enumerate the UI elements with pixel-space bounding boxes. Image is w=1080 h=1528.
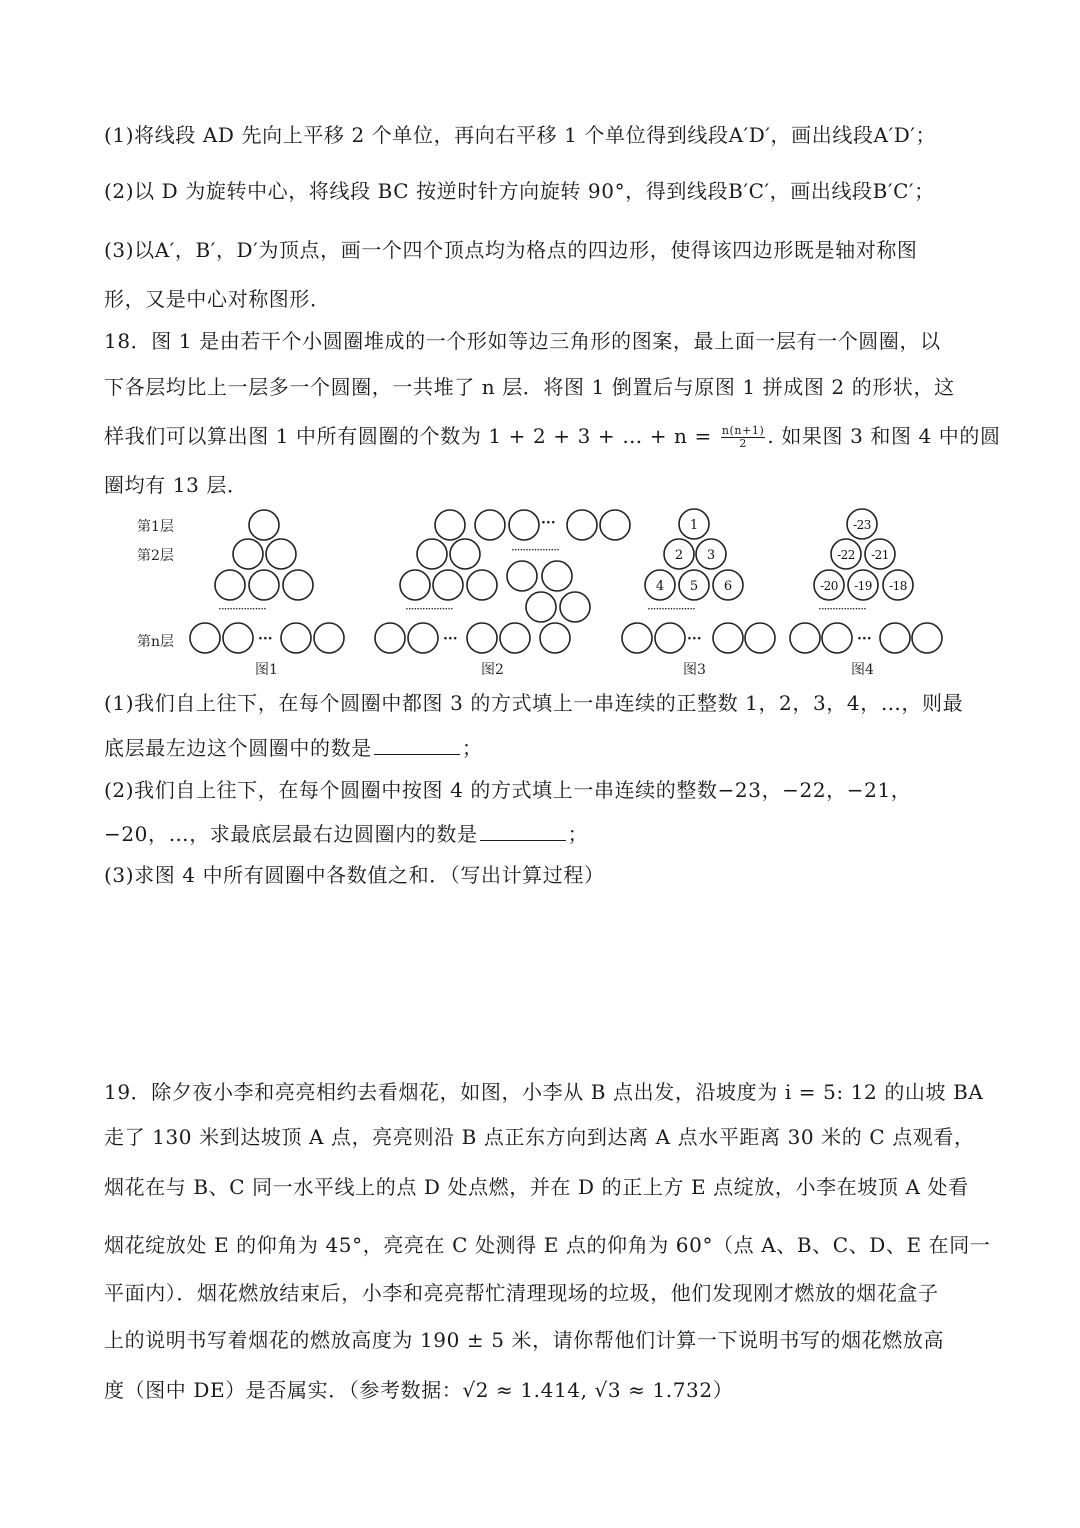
sum-formula-fraction bbox=[721, 425, 766, 450]
fig3-ellipsis: ··· bbox=[687, 631, 702, 647]
fig4-circle bbox=[912, 623, 942, 653]
fig2-circle bbox=[375, 623, 405, 653]
fraction-denominator: 2 bbox=[739, 437, 747, 450]
fig3-number-5: 5 bbox=[689, 579, 699, 594]
fig3-number-2: 2 bbox=[674, 548, 684, 563]
fig2-dots-left: ················· bbox=[405, 602, 453, 616]
q17-part1: (1)将线段 AD 先向上平移 2 个单位，再向右平移 1 个单位得到线段A′D′，画出线段A′D′； bbox=[104, 123, 937, 147]
fig2-circle bbox=[509, 510, 539, 540]
q18-sub1-end: ； bbox=[461, 736, 483, 760]
q18-sub3: (3)求图 4 中所有圆圈中各数值之和．（写出计算过程） bbox=[104, 863, 605, 887]
fig1-dots: ················· bbox=[218, 602, 266, 616]
fig2-circle bbox=[475, 510, 505, 540]
layer2-label: 第2层 bbox=[137, 548, 174, 564]
fig2-circle bbox=[450, 539, 480, 569]
fig1-circle bbox=[190, 623, 220, 653]
q18-line3-post: . 如果图 3 和图 4 中的圆 bbox=[767, 424, 1001, 448]
fig2-circle bbox=[567, 510, 597, 540]
fig2-circle bbox=[408, 623, 438, 653]
fig1-circle bbox=[233, 539, 263, 569]
answer-blank-2[interactable] bbox=[480, 820, 566, 841]
fig2-circle bbox=[526, 592, 556, 622]
fig1-circle bbox=[223, 623, 253, 653]
fig2-circle bbox=[417, 539, 447, 569]
fig3-number-4: 4 bbox=[655, 579, 665, 594]
fig1-circle bbox=[249, 510, 279, 540]
fig4-number-1: -23 bbox=[853, 518, 871, 532]
q19-line1: 19．除夕夜小李和亮亮相约去看烟花，如图，小李从 B 点出发，沿坡度为 i = 5: 12 的山坡 BA bbox=[104, 1080, 984, 1104]
fig2-ellipsis-top: ··· bbox=[541, 515, 556, 531]
layer-n-label: 第n层 bbox=[137, 634, 175, 650]
fig2-circle bbox=[507, 561, 537, 591]
fig4-circle bbox=[822, 623, 852, 653]
fig3-number-3: 3 bbox=[706, 548, 716, 563]
q18-line2: 下各层均比上一层多一个圆圈，一共堆了 n 层．将图 1 倒置后与原图 1 拼成图 2 的形状，这 bbox=[104, 375, 955, 399]
fig4-number-2: -22 bbox=[837, 548, 855, 562]
fraction-numerator: n(n+1) bbox=[721, 424, 765, 437]
fig2-circle bbox=[542, 561, 572, 591]
q19-line4: 烟花绽放处 E 的仰角为 45°，亮亮在 C 处测得 E 点的仰角为 60°（点 A、B、C、D、E 在同一 bbox=[104, 1233, 991, 1257]
q18-sub1-line2 bbox=[104, 733, 482, 763]
fig3-circle bbox=[655, 623, 685, 653]
fig1-circle bbox=[266, 539, 296, 569]
q18-sub2-line2 bbox=[104, 819, 588, 849]
q19-line2: 走了 130 米到达坡顶 A 点，亮亮则沿 B 点正东方向到达离 A 点水平距离 30 米的 C 点观看， bbox=[104, 1125, 975, 1149]
fig3-caption: 图3 bbox=[683, 662, 706, 678]
fig4-number-3: -21 bbox=[871, 548, 889, 562]
fig2-ellipsis-bottom: ··· bbox=[443, 631, 458, 647]
fig4-circle bbox=[790, 623, 820, 653]
fig1-circle bbox=[215, 570, 245, 600]
q19-line5: 平面内）．烟花燃放结束后，小李和亮亮帮忙清理现场的垃圾，他们发现刚才燃放的烟花盒子 bbox=[104, 1281, 939, 1305]
fig4-number-6: -18 bbox=[889, 579, 907, 593]
fig1-circle bbox=[249, 570, 279, 600]
fig1-ellipsis: ··· bbox=[258, 631, 273, 647]
circle-pattern-figures bbox=[0, 505, 1080, 683]
q18-sub2-text: −20，…，求最底层最右边圆圈内的数是 bbox=[104, 822, 478, 846]
fig1-circle bbox=[281, 623, 311, 653]
fig4-circle bbox=[880, 623, 910, 653]
fig2-circle bbox=[400, 570, 430, 600]
q18-sub1-text: 底层最左边这个圆圈中的数是 bbox=[104, 736, 372, 760]
fig2-circle bbox=[435, 510, 465, 540]
q17-part2: (2)以 D 为旋转中心，将线段 BC 按逆时针方向旋转 90°，得到线段B′C′，画出线段B′C′； bbox=[104, 179, 935, 203]
fig4-ellipsis: ··· bbox=[857, 631, 872, 647]
fig2-circle bbox=[467, 623, 497, 653]
layer1-label: 第1层 bbox=[137, 519, 174, 535]
fig4-dots: ················· bbox=[818, 602, 866, 616]
fig4-number-5: -19 bbox=[854, 579, 872, 593]
q19-line3: 烟花在与 B、C 同一水平线上的点 D 处点燃，并在 D 的正上方 E 点绽放，小李在坡顶 A 处看 bbox=[104, 1175, 969, 1199]
fig2-caption: 图2 bbox=[481, 662, 504, 678]
q17-part3-line2: 形，又是中心对称图形． bbox=[104, 287, 331, 311]
q18-sub2-end: ； bbox=[567, 822, 589, 846]
fig2-circle bbox=[540, 623, 570, 653]
fig2-circle bbox=[467, 570, 497, 600]
answer-blank-1[interactable] bbox=[374, 734, 460, 755]
q17-part3-line1: (3)以A′，B′，D′为顶点，画一个四个顶点均为格点的四边形，使得该四边形既是轴对称图 bbox=[104, 238, 918, 262]
fig2-circle bbox=[560, 592, 590, 622]
fig2-circle bbox=[500, 623, 530, 653]
fig3-circle bbox=[745, 623, 775, 653]
q18-sub1-line1: (1)我们自上往下，在每个圆圈中都图 3 的方式填上一串连续的正整数 1，2，3，4，…，则最 bbox=[104, 691, 964, 715]
q18-line1: 18．图 1 是由若干个小圆圈堆成的一个形如等边三角形的图案，最上面一层有一个圆圈，以 bbox=[104, 329, 941, 353]
fig1-caption: 图1 bbox=[255, 662, 278, 678]
fig3-circle bbox=[713, 623, 743, 653]
fig2-dots-right: ················· bbox=[511, 543, 559, 557]
q18-line3-pre: 样我们可以算出图 1 中所有圆圈的个数为 1 + 2 + 3 + … + n = bbox=[104, 424, 719, 448]
fig4-number-4: -20 bbox=[820, 579, 838, 593]
q19-line6: 上的说明书写着烟花的燃放高度为 190 ± 5 米，请你帮他们计算一下说明书写的烟花燃放高 bbox=[104, 1328, 945, 1352]
fig3-number-6: 6 bbox=[723, 579, 733, 594]
fig3-number-1: 1 bbox=[689, 518, 699, 533]
fig1-circle bbox=[314, 623, 344, 653]
fig4-caption: 图4 bbox=[851, 662, 874, 678]
fig2-circle bbox=[433, 570, 463, 600]
fig1-circle bbox=[283, 570, 313, 600]
fig3-circle bbox=[622, 623, 652, 653]
q18-sub2-line1: (2)我们自上往下，在每个圆圈中按图 4 的方式填上一串连续的整数−23，−22，−21， bbox=[104, 778, 912, 802]
q19-line7: 度（图中 DE）是否属实．（参考数据：√2 ≈ 1.414, √3 ≈ 1.732） bbox=[104, 1378, 734, 1402]
q18-line3 bbox=[104, 421, 1001, 451]
fig3-dots: ················· bbox=[647, 602, 695, 616]
fig2-circle bbox=[600, 510, 630, 540]
q18-line4: 圈均有 13 层． bbox=[104, 473, 248, 497]
